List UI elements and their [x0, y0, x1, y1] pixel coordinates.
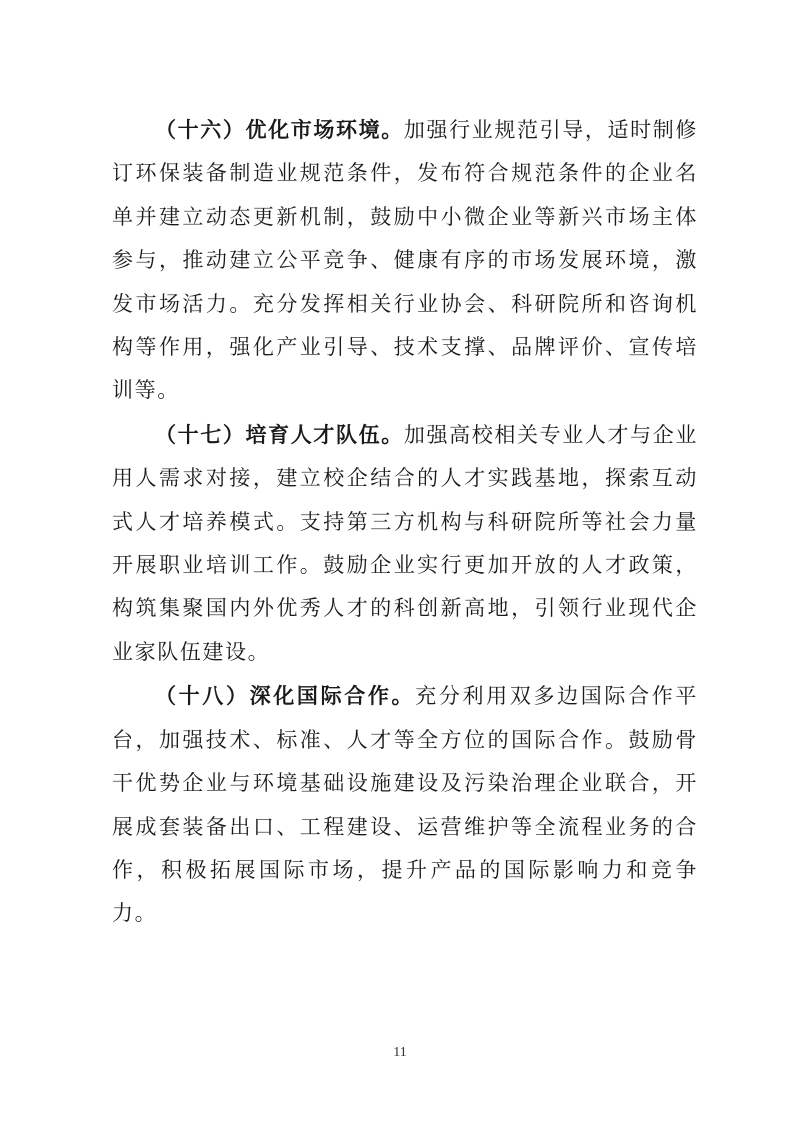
- paragraph-heading: （十六）优化市场环境。: [155, 117, 404, 142]
- document-body: [112, 108, 698, 936]
- paragraph-text: 充分利用双多边国际合作平台，加强技术、标准、人才等全方位的国际合作。鼓励骨干优势企业与环境基础设施建设及污染治理企业联合，开展成套装备出口、工程建设、运营维护等全流程业务的合作，积极拓展国际市场，提升产品的国际影响力和竞争力。: [112, 684, 698, 926]
- paragraph-18: [112, 674, 698, 935]
- page-number: 11: [393, 1045, 407, 1060]
- paragraph-text: 加强行业规范引导，适时制修订环保装备制造业规范条件，发布符合规范条件的企业名单并建立动态更新机制，鼓励中小微企业等新兴市场主体参与，推动建立公平竞争、健康有序的市场发展环境，激发市场活力。充分发挥相关行业协会、科研院所和咨询机构等作用，强化产业引导、技术支撑、品牌评价、宣传培训等。: [112, 118, 698, 403]
- paragraph-text: 加强高校相关专业人才与企业用人需求对接，建立校企结合的人才实践基地，探索互动式人才培养模式。支持第三方机构与科研院所等社会力量开展职业培训工作。鼓励企业实行更加开放的人才政策，构筑集聚国内外优秀人才的科创新高地，引领行业现代企业家队伍建设。: [112, 422, 698, 664]
- paragraph-17: [112, 413, 698, 674]
- paragraph-heading: （十七）培育人才队伍。: [155, 421, 404, 447]
- paragraph-heading: （十八）深化国际合作。: [155, 683, 416, 709]
- paragraph-16: [112, 108, 698, 413]
